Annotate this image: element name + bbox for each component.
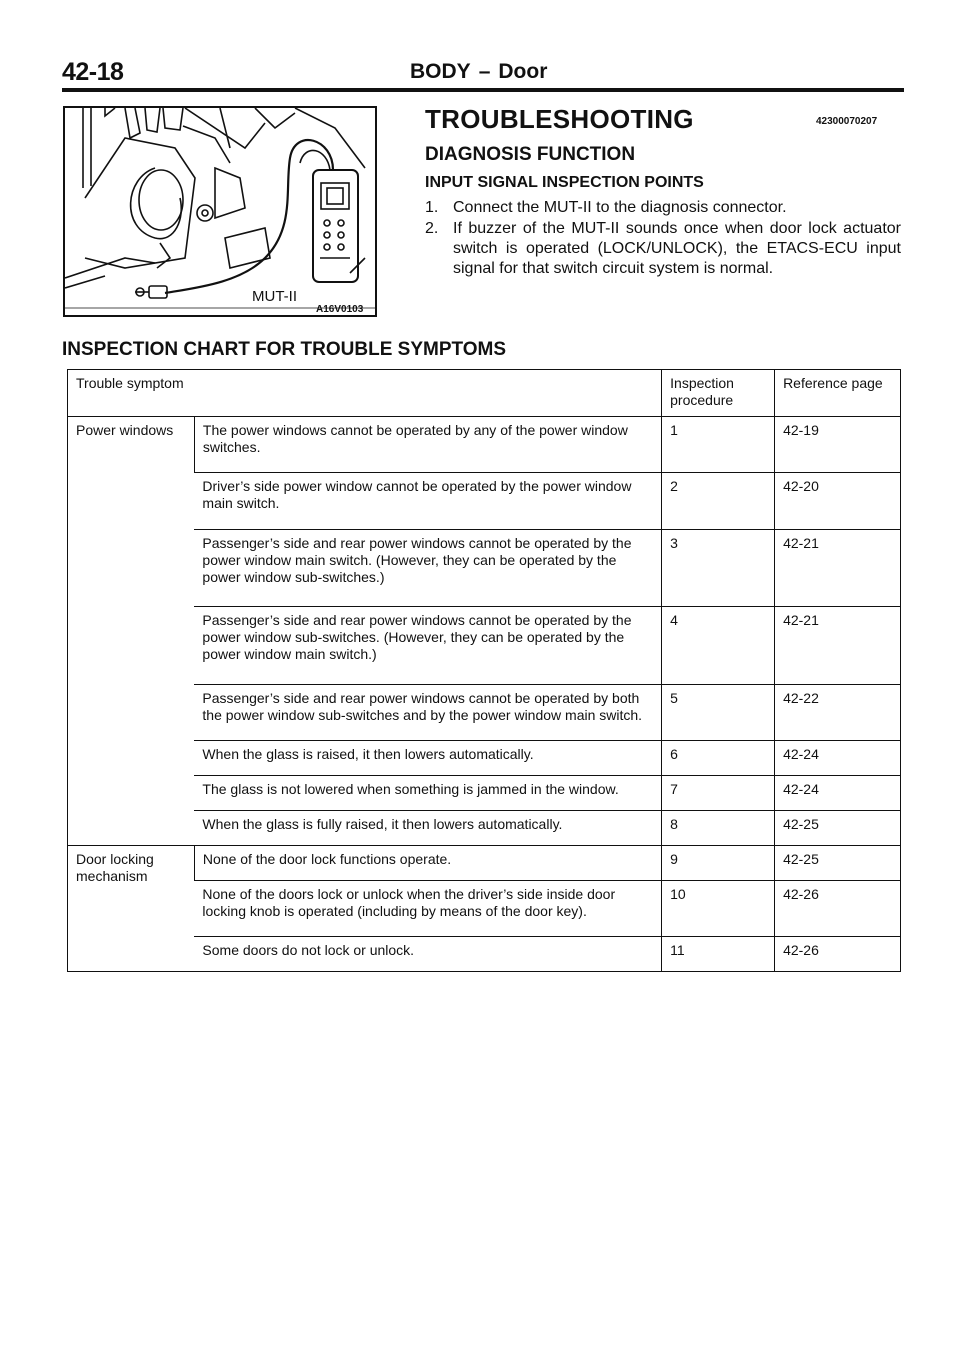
inspection-chart-title: INSPECTION CHART FOR TROUBLE SYMPTOMS — [62, 339, 507, 360]
header-reference-page: Reference page — [775, 370, 901, 417]
reference-cell: 42-25 — [775, 810, 901, 845]
section-title — [410, 60, 547, 84]
mut-ii-connection-illustration — [65, 108, 375, 315]
symptom-cell: None of the doors lock or unlock when the driver’s side inside door locking knob is operated (including by means of the door key). — [194, 880, 661, 936]
mut-ii-label: MUT-II — [252, 288, 297, 305]
reference-cell: 42-22 — [775, 684, 901, 740]
symptom-cell: When the glass is fully raised, it then lowers automatically. — [194, 810, 661, 845]
reference-cell: 42-19 — [775, 417, 901, 473]
procedure-step — [425, 198, 901, 218]
reference-cell: 42-25 — [775, 845, 901, 880]
reference-cell: 42-24 — [775, 740, 901, 775]
subsection-name: Door — [498, 60, 548, 83]
reference-cell: 42-21 — [775, 607, 901, 685]
figure-id: A16V0103 — [316, 304, 364, 315]
section-separator: – — [478, 60, 491, 83]
procedure-cell: 3 — [662, 529, 775, 607]
reference-cell: 42-26 — [775, 880, 901, 936]
symptom-cell: None of the door lock functions operate. — [194, 845, 661, 880]
table-row — [68, 417, 901, 473]
symptom-cell: Passenger’s side and rear power windows cannot be operated by both the power window sub-switches and by the power window main switch. — [194, 684, 661, 740]
step-number: 2. — [425, 220, 439, 237]
diagnosis-figure — [63, 106, 377, 317]
symptom-group-cell: Power windows — [76, 422, 174, 438]
symptom-cell: Passenger’s side and rear power windows cannot be operated by the power window sub-switches. (However, they can be operated by the power window main switch.) — [194, 607, 661, 685]
symptom-cell: Driver’s side power window cannot be operated by the power window main switch. — [194, 473, 661, 529]
procedure-cell: 5 — [662, 684, 775, 740]
page-number: 42-18 — [62, 58, 124, 86]
inspection-chart-table — [67, 369, 901, 972]
procedure-cell: 7 — [662, 775, 775, 810]
symptom-group-cell: Door locking mechanism — [68, 845, 195, 971]
procedure-cell: 9 — [662, 845, 775, 880]
diagnosis-function-title: DIAGNOSIS FUNCTION — [425, 144, 636, 165]
document-id: 42300070207 — [816, 116, 878, 127]
procedure-cell: 10 — [662, 880, 775, 936]
step-text: If buzzer of the MUT-II sounds once when door lock actuator switch is operated (LOCK/UNLOCK), the ETACS-ECU input signal for that switch circuit system is normal. — [453, 220, 901, 277]
procedure-cell: 8 — [662, 810, 775, 845]
section-name: BODY — [410, 60, 471, 83]
step-text: Connect the MUT-II to the diagnosis connector. — [453, 199, 787, 216]
symptom-cell: The glass is not lowered when something is jammed in the window. — [194, 775, 661, 810]
symptom-cell: Some doors do not lock or unlock. — [194, 937, 661, 972]
procedure-cell: 1 — [662, 417, 775, 473]
header-inspection-procedure: Inspection procedure — [662, 370, 775, 417]
header-rule — [62, 88, 904, 92]
header-trouble-symptom: Trouble symptom — [68, 370, 662, 417]
troubleshooting-title: TROUBLESHOOTING — [425, 104, 694, 134]
reference-cell: 42-24 — [775, 775, 901, 810]
step-number: 1. — [425, 199, 439, 216]
procedure-cell: 11 — [662, 937, 775, 972]
input-signal-title: INPUT SIGNAL INSPECTION POINTS — [425, 174, 704, 191]
table-header-row — [68, 370, 901, 417]
reference-cell: 42-21 — [775, 529, 901, 607]
procedure-cell: 2 — [662, 473, 775, 529]
symptom-cell: The power windows cannot be operated by any of the power window switches. — [194, 417, 661, 473]
symptom-cell: Passenger’s side and rear power windows cannot be operated by the power window main switch. (However, they can be operated by the power window sub-switches.) — [194, 529, 661, 607]
table-row — [68, 845, 901, 880]
procedure-cell: 6 — [662, 740, 775, 775]
reference-cell: 42-26 — [775, 937, 901, 972]
procedure-step — [425, 219, 901, 279]
reference-cell: 42-20 — [775, 473, 901, 529]
symptom-cell: When the glass is raised, it then lowers automatically. — [194, 740, 661, 775]
procedure-steps — [425, 198, 901, 280]
procedure-cell: 4 — [662, 607, 775, 685]
